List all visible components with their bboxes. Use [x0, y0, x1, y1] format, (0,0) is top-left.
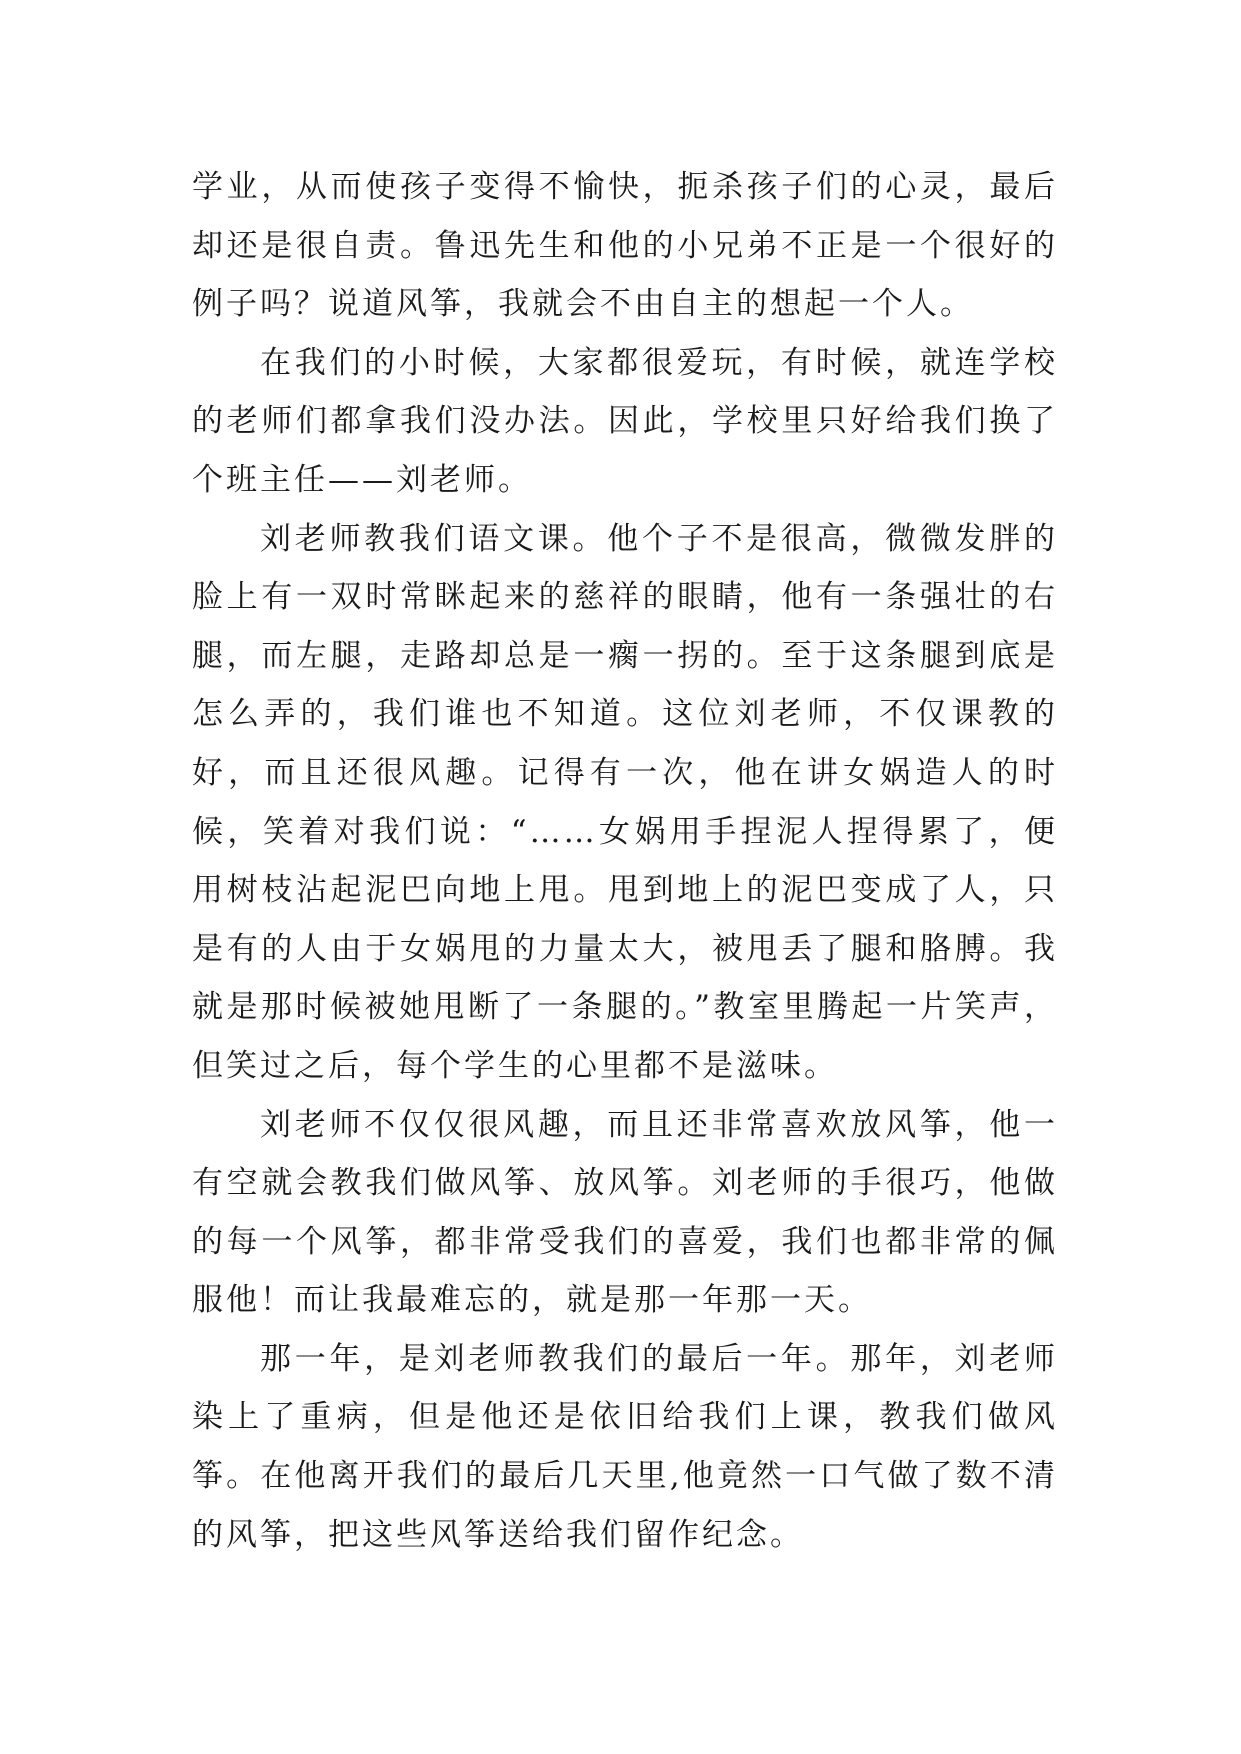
paragraph-4: 刘老师不仅仅很风趣，而且还非常喜欢放风筝，他一有空就会教我们做风筝、放风筝。刘老师的手很巧，他做的每一个风筝，都非常受我们的喜爱，我们也都非常的佩服他！而让我最难忘的，就是那一年那一天。: [192, 1106, 1058, 1319]
paragraph-3: 刘老师教我们语文课。他个子不是很高，微微发胖的脸上有一双时常眯起来的慈祥的眼睛，他有一条强壮的右腿，而左腿，走路却总是一瘸一拐的。至于这条腿到底是怎么弄的，我们谁也不知道。这位刘老师，不仅课教的好，而且还很风趣。记得有一次，他在讲女娲造人的时候，笑着对我们说：“……女娲用手捏泥人捏得累了，便用树枝沾起泥巴向地上甩。甩到地上的泥巴变成了人，只是有的人由于女娲甩的力量太大，被甩丢了腿和胳膊。我就是那时候被她甩断了一条腿的。”教室里腾起一片笑声，但笑过之后，每个学生的心里都不是滋味。: [192, 520, 1058, 1084]
paragraph-1: 学业，从而使孩子变得不愉快，扼杀孩子们的心灵，最后却还是很自责。鲁迅先生和他的小兄弟不正是一个很好的例子吗？说道风筝，我就会不由自主的想起一个人。: [192, 169, 1058, 323]
paragraph-2: 在我们的小时候，大家都很爱玩，有时候，就连学校的老师们都拿我们没办法。因此，学校里只好给我们换了个班主任——刘老师。: [192, 344, 1058, 498]
paragraph-5: 那一年，是刘老师教我们的最后一年。那年，刘老师染上了重病，但是他还是依旧给我们上课，教我们做风筝。在他离开我们的最后几天里,他竟然一口气做了数不清的风筝，把这些风筝送给我们留作纪念。: [192, 1340, 1058, 1553]
document-body: [192, 158, 1058, 1564]
